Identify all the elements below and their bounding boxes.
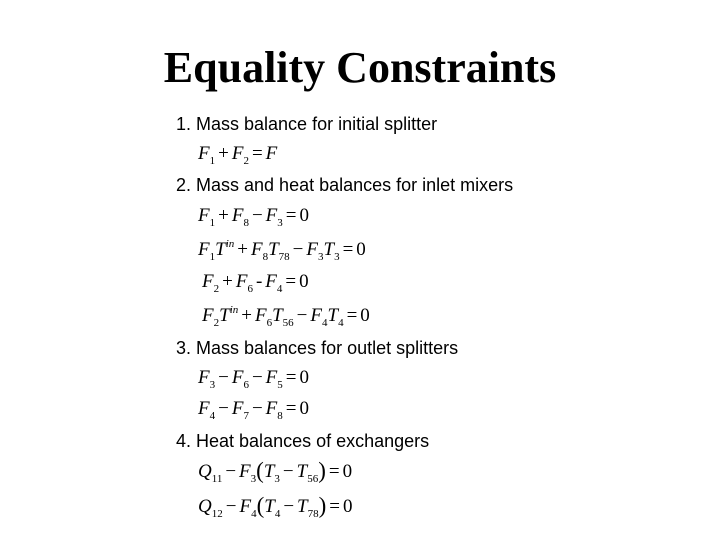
equation-exchanger1-heat: $Q_{11} - F_3(T_3 - T_{56}) = 0$ <box>198 458 353 485</box>
equation-mixer2-mass: $F_2 + F_6 - F_4 = 0$ <box>202 271 309 295</box>
equation-initial-splitter: $F_1 + F_2 = F$ <box>198 143 278 167</box>
section-heading-2: 2. Mass and heat balances for inlet mixers <box>176 175 514 195</box>
equation-splitter1-mass: $F_3 - F_6 - F_5 = 0$ <box>198 367 309 391</box>
page-title: Equality Constraints <box>163 43 557 92</box>
section-heading-4: 4. Heat balances of exchangers <box>176 431 430 451</box>
section-heading-1: 1. Mass balance for initial splitter <box>176 114 438 134</box>
equation-mixer1-mass: $F_1 + F_8 - F_3 = 0$ <box>198 205 309 229</box>
equation-splitter2-mass: $F_4 - F_7 - F_8 = 0$ <box>198 398 309 422</box>
section-heading-3: 3. Mass balances for outlet splitters <box>176 338 459 358</box>
equation-mixer1-heat: $F_1T^{in} + F_8T_{78} - F_3T_3 = 0$ <box>198 238 366 263</box>
equation-mixer2-heat: $F_2T^{in} + F_6T_{56} - F_4T_4 = 0$ <box>202 304 370 329</box>
equation-exchanger2-heat: $Q_{12} - F_4(T_4 - T_{78}) = 0$ <box>198 493 353 520</box>
